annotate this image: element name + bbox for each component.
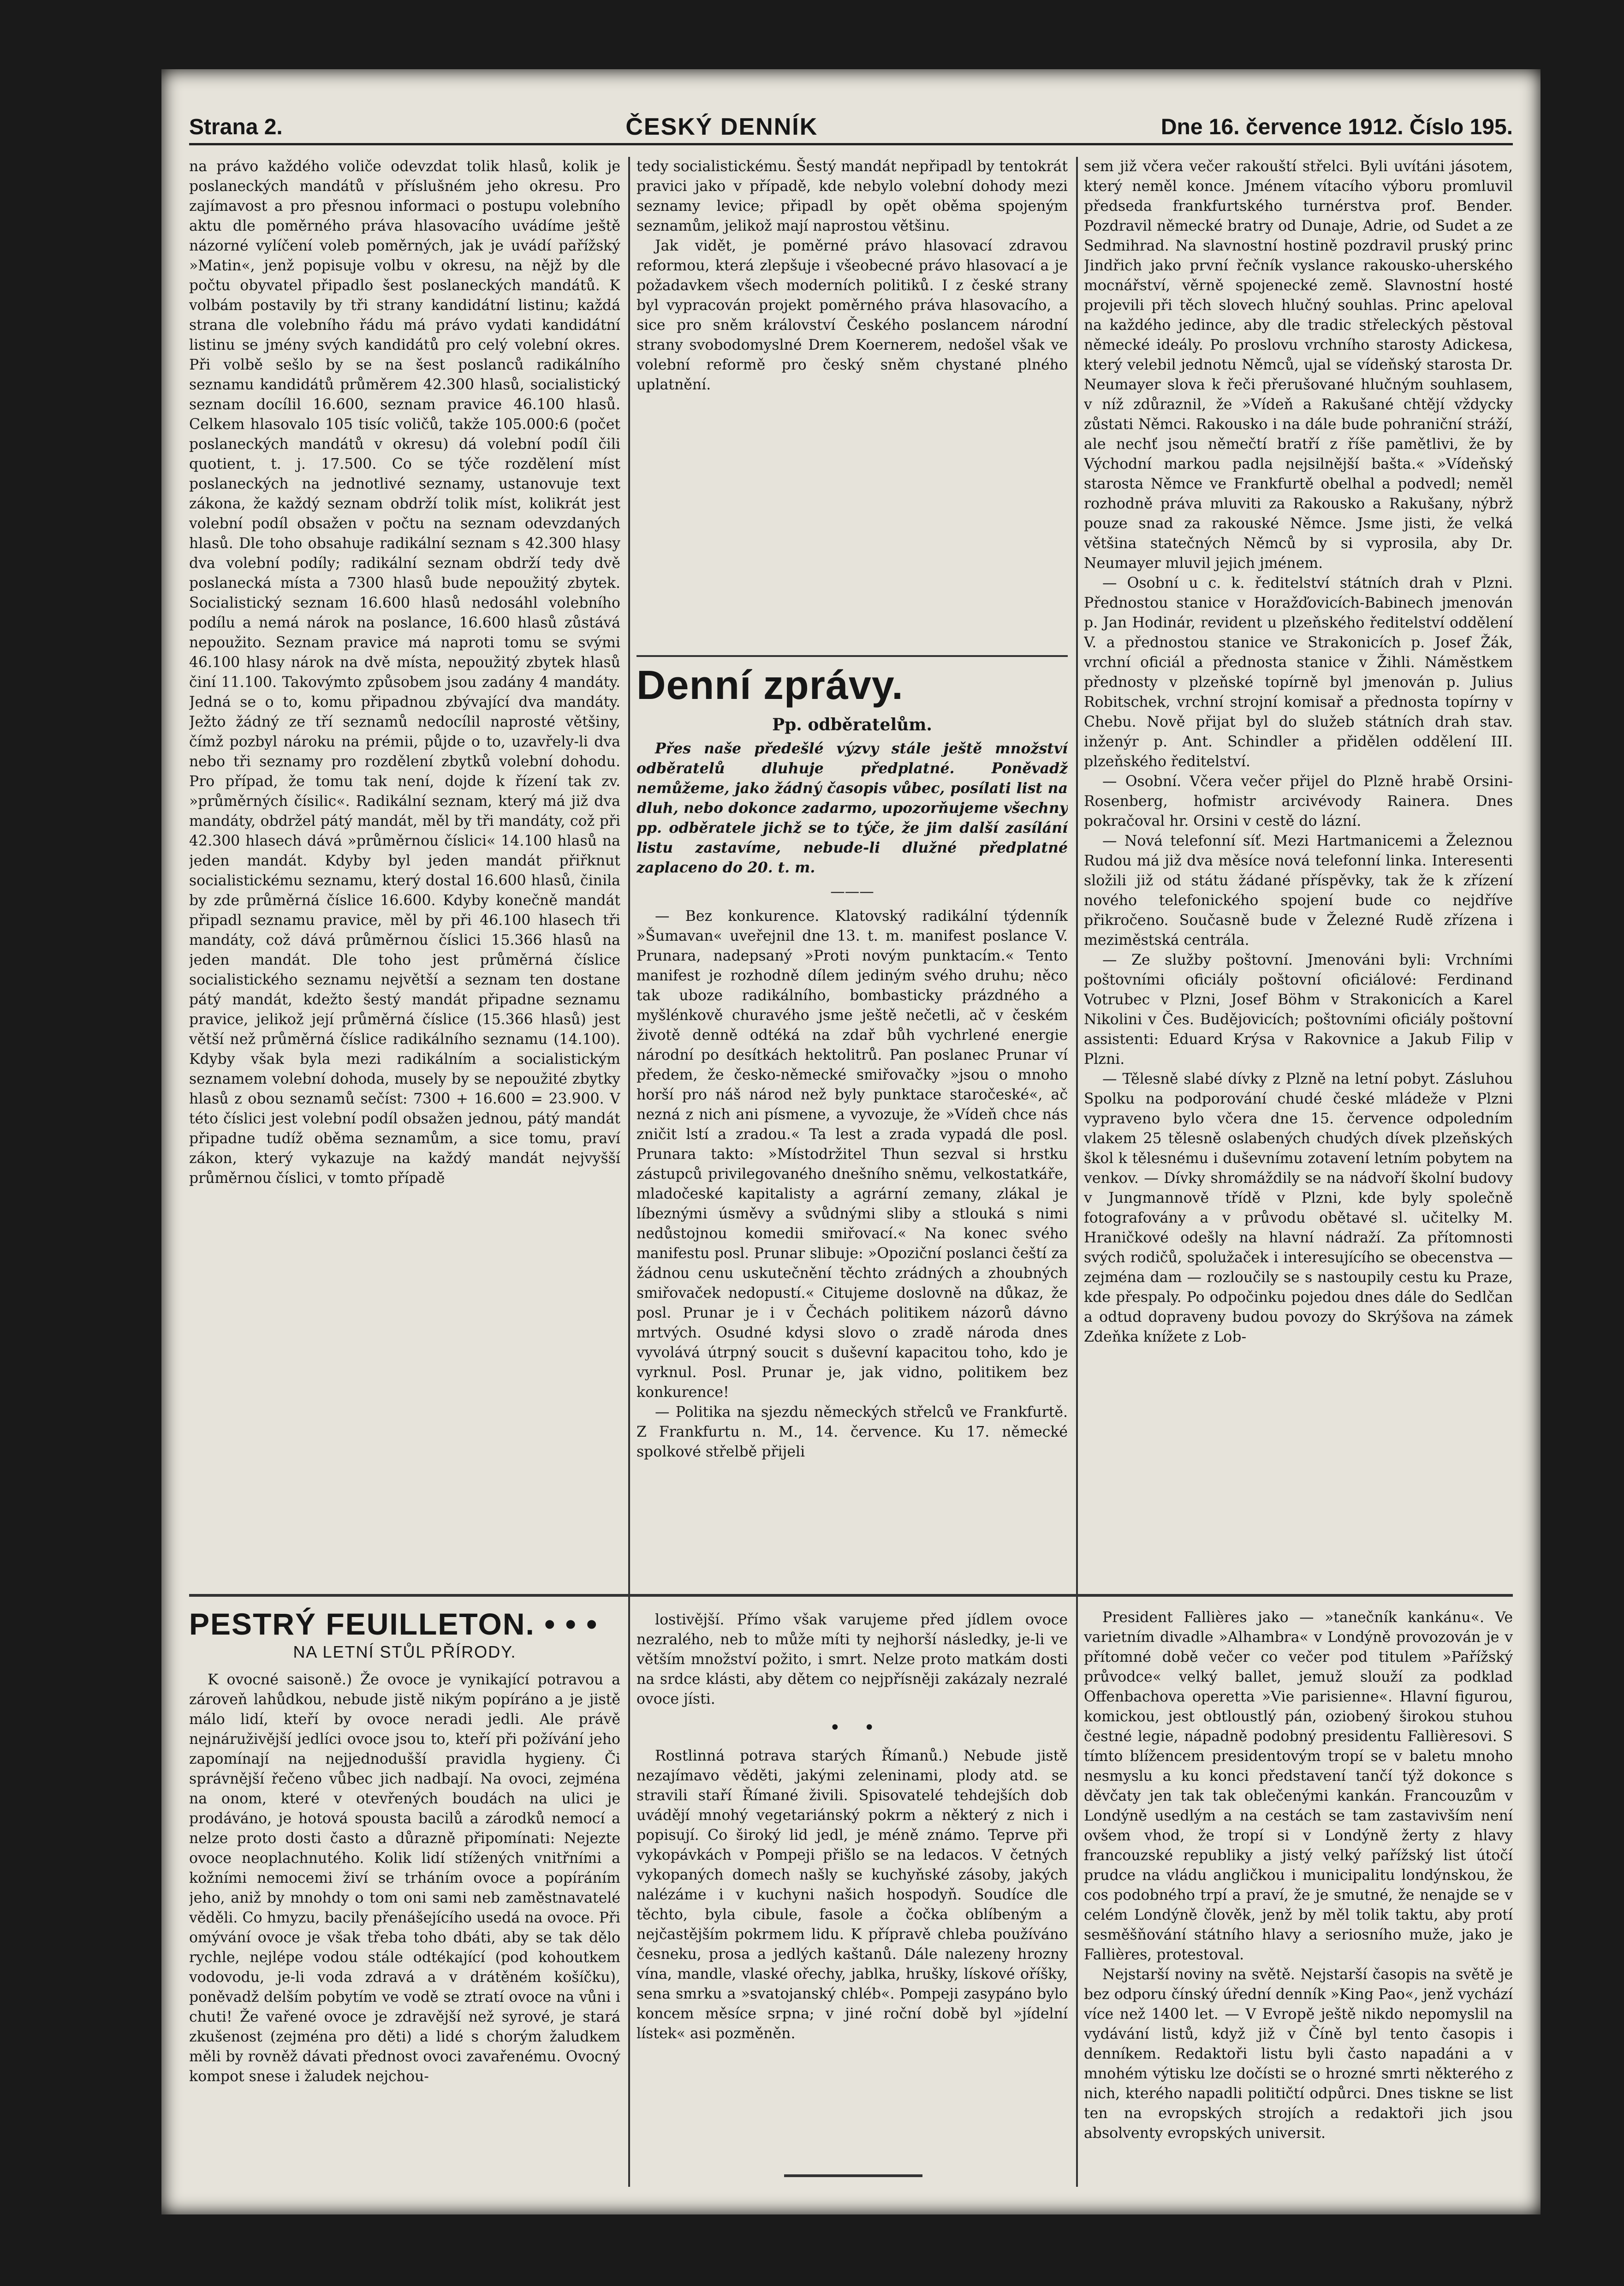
feuilleton-paragraph: lostivější. Přímo však varujeme před jídlem ovoce nezralého, neb to může míti ty nejhorší následky, je-li ve větším množství požito, i smrt. Nelze proto matkám dosti na srdce klásti, aby dětem co nejpřísněji zakázaly nezralé ovoce jísti. [637,1612,1068,1707]
page-number: Strana 2. [189,114,283,139]
feuilleton-paragraph: President Fallières jako — »tanečník kankánu«. Ve varietním divadle »Alhambra« v Londýně provozován je v přítomné době večer co večer pod titulem »Pařížský průvodce« velký ballet, jemuž slouží za podklad Offenbachova operetta »Vie parisienne«. Hlavní figurou, komickou, jest obtloustlý pán, oziobený širokou stuhou čestné legie, nápadně podobný presidentu Fallièresovi. S tímto blížencem presidentovým tropí se v baletu mnoho nesmyslu a ku konci představení tančí týž dokonce s děvčaty jen tak tak oblečenými kankán. Francouzům v Londýně usedlým a na cestách se tam zastavivším není ovšem vhod, že tropí si v Londýně žerty z hlavy francouzské republiky a jistý velký pařížský list útočí prudce na vládu angličkou i municipalitu londýnskou, že cos podobného trpí a praví, že je smutné, že nenajde se v celém Londýně člověk, jenž by měl tolik taktu, aby protí sesměšňování státního hlavy a seriosního muže, jako je Fallières, protestoval. [1084,1609,1513,1963]
feuilleton-paragraph: K ovocné saisoně.) Že ovoce je vynikající potravou a zároveň lahůdkou, nebude jistě nikým popíráno a je jistě málo lidí, kteří by ovoce neradi jedli. Ale právě nejnáruživější jedlíci ovoce jsou to, kteří při požívání jeho zapomínají na nejjednodušší pravidla hygieny. Či správnější řečeno vůbec jich nadbají. Na ovoci, zejména na onom, které v otevřených boudách na ulici je prodáváno, je hotová spousta bacilů a zárodků nemocí a nelze proto dosti často a důrazně připomínati: Nejezte ovoce neoplachnutého. Kolik lidí stížených vnitřními a kožními nemocemi živí se trháním ovoce a popíráním jeho, aniž by mnohdy o tom oni sami neb zaměstnavatelé věděli. Co hmyzu, bacily přenášejícího usedá na ovoce. Při omývání ovoce je však třeba toho dbáti, aby se tak dělo rychle, nejlépe vodou stále odtékající (pod kohoutkem vodovodu, je-li voda zdravá a v drátěném košíčku), poněvadž delším pobytím ve vodě se ztratí ovoce na vůni i chuti! Že vařené ovoce je zdravější než syrové, je stará zkušenost (zejména pro děti) a lidé s chorým žaludkem měli by rovněž dávati přednost ovoci zavařenému. Ovocný kompot snese i žaludek nejchou- [189,1671,620,2085]
column-divider [628,157,630,2187]
daily-news [637,715,1068,1670]
section-rule [637,655,1068,657]
masthead [189,111,1513,145]
section-heading: Denní zprávy. [637,662,904,708]
divider: ——— [830,883,874,900]
issue-date: Dne 16. července 1912. Číslo 195. [1160,114,1513,139]
ornament: • • [829,1717,875,1738]
news-item: — Tělesně slabé dívky z Plzně na letní pobyt. Zásluhou Spolku na podporování chudé české mládeže v Plzni vypraveno bylo včera dne 15. července odpoledním vlakem 25 tělesně oslabených chudých dívek plzeňských škol k tělesnému i duševnímu zotavení letním pobytem na venkov. — Dívky shromáždily se na nádvoří školní budovy v Jungmannově třídě v Plzni, kde byly společně fotografovány a v průvodu obětavé sl. učitelky M. Hraničkové odešly na hlavní nádraží. Za přítomnosti svých rodičů, spolužaček i interesujícího se obecenstva — zejména dam — rozloučily se s nastoupily cestu ku Praze, kde přespaly. Po odpočinku pojedou dnes dále do Sedlčan a odtud dopraveny budou povozy do Skrýšova na zámek Zdeňka knížete z Lob- [1084,1071,1513,1345]
end-ornament [784,2173,922,2179]
feuilleton-column-1 [189,1670,620,2187]
feuilleton-subtitle: NA LETNÍ STŮL PŘÍRODY. [293,1642,517,1661]
news-item: — Ze služby poštovní. Jmenováni byli: Vrchními poštovními oficiály poštovní oficiálové: Ferdinand Votrubec v Plzni, Josef Böhm v Strakonicích a Karel Nikolini v Čes. Budějovicích; poštovními oficiály poštovní assistenti: Eduard Krýsa v Rakovnice a Jakub Filip v Plzni. [1084,952,1513,1068]
feuilleton-paragraph: Nejstarší noviny na světě. Nejstarší časopis na světě je bez odporu čínský úřední denník »King Pao«, jenž vychází více než 1400 let. — V Evropě ještě nikdo nepomyslil na vydávání listů, když již v Číně byl tento časopis i denníkem. Redaktoři listu byli často napadáni a v mnohém výtisku lze dočísti se o hrozné smrti některého z nich, kterého napadli političtí odpůrci. Dnes tiskne se list ten na evropských strojích a redaktoři jich jsou absolventy evropských universit. [1084,1966,1513,2142]
article-column-2 [637,157,1068,653]
notice-text: Přes naše předešlé výzvy stále ještě množství odběratelů dluhuje předplatné. Poněvadž nemůžeme, jako žádný časopis vůbec, posílati list na dluh, nebo dokonce zadarmo, upozorňujeme všechny pp. odběratele jichž se to týče, že jim další zasílání listu zastavíme, nebude-li dlužné předplatné zaplaceno do 20. t. m. [637,740,1068,876]
column-divider [1076,157,1078,2187]
news-item: — Osobní u c. k. ředitelství státních drah v Plzni. Přednostou stanice v Horažďovicích-Babinech jmenován p. Jan Hodinár, revident u plzeňského ředitelství oddělení V. a přednostou stanice ve Strakonicích p. Josef Žák, vrchní oficiál a přednosta stanice v Žihli. Náměstkem přednosty v plzeňské topírně byl jmenován p. Julius Robitschek, vrchní strojní komisař a přednosta topírny v Chebu. Nově přijat byl do služeb státních drah stav. inženýr p. Ant. Schindler a přidělen oddělení III. plzeňského ředitelství. [1084,575,1513,770]
feuilleton-rule [189,1594,1513,1597]
news-item: — Nová telefonní síť. Mezi Hartmanicemi a Železnou Rudou má již dva měsíce nová telefonní linka. Interesenti složili již od státu žádané příspěvky, tak že k zřízení nového telefonického spojení bude co nejdříve přikročeno. Současně bude v Železné Rudě zřízena i meziměstská centrála. [1084,833,1513,949]
feuilleton-paragraph: Rostlinná potrava starých Římanů.) Nebude jistě nezajímavo věděti, jakými zeleninami, plody atd. se stravili staří Římané živili. Spisovatelé tehdejších dob uvádějí mnohý vegetariánský pokrm a některý z nich i popisují. Co široký lid jedl, je méně známo. Teprve při vykopávkách v Pompeji přišlo se na ledacos. V četných vykopaných domech našly se kuchyňské zásoby, jakých nalézáme i v kuchyni našich hospodyň. Soudíce dle těchto, byla cibule, fasole a čočka oblíbeným a nejčastějším pokrmem lidu. K přípravě chleba používáno česneku, prosa a jedlých kaštanů. Dále nalezeny hrozny vína, mandle, vlaské ořechy, jablka, hrušky, lískové oříšky, sena smrku a »svatojanský chléb«. Pompeji zasypáno bylo koncem měsíce srpna; v jiné roční době byl »jídelní lístek« asi pozměněn. [637,1748,1068,2042]
article-paragraph: na právo každého voliče odevzdat tolik hlasů, kolik je poslaneckých mandátů v příslušném jeho okresu. Pro zajímavost a pro přesnou informaci o postupu volebního aktu dle poměrného práva hlasovacího uvádíme ještě názorné vylíčení voleb poměrných, jak je uvádí pařížský »Matin«, jenž popisuje volbu v okresu, na nějž by dle počtu obyvatel připadlo šest poslaneckých mandátů. K volbám postavily by tři strany kandidátní listinu; každá strana dle volebního řádu má právo vydati kandidátní listinu se jmény svých kandidátů pro celý volební okres. Při volbě sešlo by se na šest poslanců radikálního seznamu kandidátů průměrem 42.300 hlasů, socialistický seznam docílil 16.600, seznam pravice 46.100 hlasů. Celkem hlasovalo 105 tisíc voličů, takže 105.000:6 (počet poslaneckých mandátů v okresu) dá volební podíl čili quotient, t. j. 17.500. Co se týče rozdělení míst poslaneckých na jednotlivé seznamy, ustanovuje text zákona, že každý seznam obdrží tolik míst, kolikrát jest volební podíl obsažen v počtu na seznam odevzdaných hlasů. Dle toho obsahuje radikální seznam s 42.300 hlasy dva volební podíly; radikální seznam obdrží tedy dvě poslanecká místa a 7300 hlasů bude nepoužitý zbytek. Socialistický seznam 16.600 hlasů nedosáhl volebního podílu a nemá nárok na poslance, 16.600 hlasů zůstává nepoužito. Seznam pravice má naproti tomu se svými 46.100 hlasy nárok na dvě místa, nepoužitý zbytek hlasů činí 11.100. Takovýmto způsobem jsou zadány 4 mandáty. Jedná se o to, komu připadnou zbývající dva mandáty. Ježto žádný ze tří seznamů nedocílil naprosté většiny, čímž pozbyl nároku na prémii, půjde o to, uzavřely-li dva nebo tři seznamy pro rozdělení zbytků volební dohodu. Pro případ, že tomu tak není, dojde k řízení tak zv. »průměrných čísilic«. Radikální seznam, který má již dva mandáty, obdržel pátý mandát, měl by tři mandáty, což při 42.300 hlasech dává »průměrnou číslici« 14.100 hlasů na jeden mandát. Kdyby byl jeden mandát přiřknut socialistickému seznamu, který dostal 16.600 hlasů, činila by zde průměrná číslice 16.600. Kdyby konečně mandát připadl seznamu pravice, měl by při 46.100 hlasech tři mandáty, což dává průměrnou číslici 15.366 hlasů na jeden mandát. Dle toho jest průměrná číslice socialistického seznamu největší a seznam ten dostane pátý mandát, kdežto šestý mandát připadne seznamu pravice, jelikož její průměrná číslice (15.366 hlasů) jest větší než průměrná číslice radikálního seznamu (14.100). Kdyby však byla mezi radikálním a socialistickým seznamem volební dohoda, musely by se nepoužité zbytky hlasů z obou seznamů sečíst: 7300 + 16.600 = 23.900. V této číslici jest volební podíl obsažen jednou, pátý mandát připadne tudíž oběma seznamům, a sice tomu, praví zákon, který vykazuje na každý mandát nejvyšší průměrnou číslici, v tomto případě [189,158,620,1187]
news-item: — Osobní. Včera večer přijel do Plzně hrabě Orsini-Rosenberg, hofmistr arcivévody Rainera. Dnes pokračoval hr. Orsini v cestě do lázní. [1084,773,1513,830]
newspaper-page [161,69,1541,2214]
article-paragraph: Jak vidět, je poměrné právo hlasovací zdravou reformou, která zlepšuje i všeobecné právo hlasovací a je požadavkem všech moderních politiků. I z české strany byl vypracován projekt poměrného práva hlasovacího, a sice pro sněm království Českého poslancem národní strany svobodomyslné Drem Koernerem, nedošel však ve volební reformě pro český sněm chystané plného uplatnění. [637,238,1068,393]
feuilleton-title: PESTRÝ FEUILLETON. • • • [189,1607,598,1641]
news-item: — Bez konkurence. Klatovský radikální týdenník »Šumavan« uveřejnil dne 13. t. m. manifest poslance V. Prunara, nadepsaný »Proti novým punktacím.« Tento manifest je rozhodně dílem jediným svého druhu; něco tak uboze radikálního, bombasticky prázdného a myšlénkově churavého jsme ještě nečetli, ač v českém životě denně odtéká na zdař bůh vychrlené energie národní po desítkách hektolitrů. Pan poslanec Prunar ví předem, že česko-německé smiřovačky »jsou o mnoho horší pro náš národ než byly punktace staročeské«, ač nezná z nich ani písmene, a vyvozuje, že »Vídeň chce nás zničit lstí a zradou.« Ta lest a zrada vypadá dle posl. Prunara takto: »Místodržitel Thun sezval si hrstku zástupců privilegovaného dnešního sněmu, velkostatkáře, mladočeské kapitalisty a agrární zemany, zlákal je líbeznými úsměvy a svůdnými sliby a stlouká s nimi nedůstojnou komedii smiřovací.« Na konec svého manifestu posl. Prunar slibuje: »Opoziční poslanci čeští za žádnou cenu uskutečnění těchto zrádných a zhoubných smiřovaček nedopustí.« Citujeme doslovně na důkaz, že posl. Prunar je i v Čechách politikem názorů dávno mrtvých. Osudné kdysi slovo o zradě národa dnes vyvolává útrpný soucit s duševní kapacitou toho, kdo je vyrknul. Posl. Prunar je, jak vidno, politikem bez konkurence! [637,908,1068,1401]
newspaper-title: ČESKÝ DENNÍK [625,113,818,140]
article-paragraph: tedy socialistickému. Šestý mandát nepřipadl by tentokrát pravici jako v případě, kde nebylo volební dohody mezi seznamy levice; připadl by opět oběma spojeným seznamům, jelikož mají naprostou většinu. [637,158,1068,234]
article-column-1 [189,157,620,1675]
feuilleton-column-3 [1084,1608,1513,2161]
feuilleton-column-2 [637,1610,1068,2191]
notice-heading: Pp. odběratelům. [772,715,932,734]
article-paragraph: sem již včera večer rakouští střelci. Byli uvítáni jásotem, který neměl konce. Jménem vítacího výboru promluvil předseda frankfurtského turnérstva prof. Bender. Pozdravil německé bratry od Dunaje, Adrie, od Sudet a ze Sedmihrad. Na slavnostní hostině pozdravil pruský princ Jindřich jako první řečník vyslance rakousko-uherského mocnářství, věrně spojenecké země. Slavnostní hosté projevili při těch slovech hlučný souhlas. Princ apeloval na každého jedince, aby dle tradic střeleckých pěstoval německé ideály. Po proslovu vrchního starosty Adickesa, který velebil jednotu Němců, ujal se vídeňský starosta Dr. Neumayer slova k řeči přerušované hlučným souhlasem, v níž zdůraznil, že »Vídeň a Rakušané chtějí vždycky zůstati Němci. Rakousko i na dále bude pohraniční stráží, ale nechť jsou němečtí bratří z říše pamětlivi, že by Východní markou padla nejsilnější bašta.« »Vídeňský starosta Němce ve Frankfurtě obelhal a podvedl; neměl rozhodně práva mluviti za Rakousko a Rakušany, nýbrž pouze snad za rakouské Němce. Jsme jisti, že velká většina statečných Němců by si vyprosila, aby Dr. Neumayer mluvil jejich jménem. [1084,158,1513,572]
news-item: — Politika na sjezdu německých střelců ve Frankfurtě. Z Frankfurtu n. M., 14. července. Ku 17. německé spolkové střelbě přijeli [637,1404,1068,1460]
article-column-3 [1084,157,1513,1665]
